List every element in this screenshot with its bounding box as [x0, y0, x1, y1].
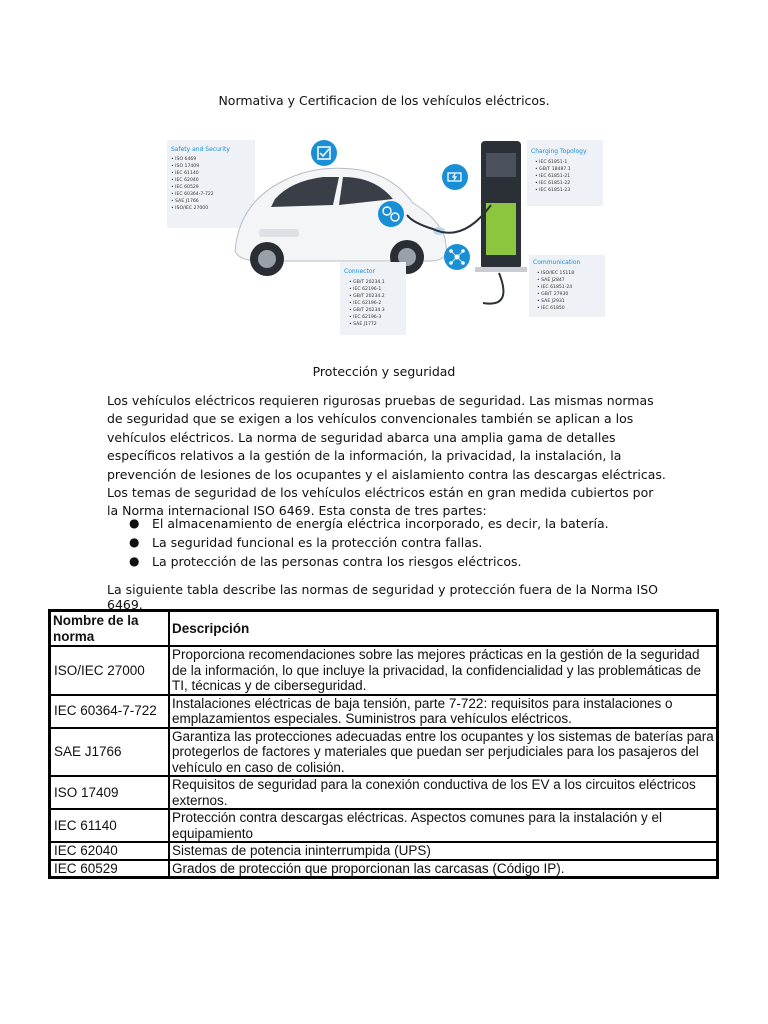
safety-item: • ISO/IEC 27000 — [171, 206, 209, 211]
communication-panel-title: Communication — [533, 259, 581, 266]
standard-description: Requisitos de seguridad para la conexión conductiva de los EV a los circuitos eléctricos externos. — [169, 776, 717, 809]
list-item — [107, 533, 667, 552]
connector-plug-icon — [378, 201, 404, 227]
bullet-icon: ● — [129, 554, 140, 568]
standard-name: IEC 61140 — [50, 809, 169, 842]
list-item — [107, 514, 667, 533]
charging-item: • IEC 61851-23 — [535, 188, 571, 193]
bullet-icon: ● — [129, 516, 140, 530]
connector-item: • SAE J1772 — [349, 322, 377, 327]
connector-item: • GB/T 20234.3 — [349, 308, 385, 313]
charging-item: • GB/T 18487.1 — [535, 167, 571, 172]
table-row — [50, 646, 717, 695]
column-header-name: Nombre de la norma — [50, 611, 169, 646]
communication-item: • IEC 61851-24 — [537, 285, 573, 290]
standard-name: ISO 17409 — [50, 776, 169, 809]
standard-name: ISO/IEC 27000 — [50, 646, 169, 695]
charging-panel-title: Charging Topology — [531, 148, 587, 155]
battery-charge-icon — [442, 164, 468, 190]
communication-item: • ISO/IEC 15118 — [537, 271, 575, 276]
safety-item: • ISO 6469 — [171, 157, 197, 162]
safety-panel-title: Safety and Security — [171, 146, 230, 153]
safety-item: • IEC 60364-7-722 — [171, 192, 214, 197]
standard-description: Sistemas de potencia ininterrumpida (UPS) — [169, 842, 717, 860]
list-item-text: La protección de las personas contra los riesgos eléctricos. — [152, 554, 522, 569]
standard-description: Instalaciones eléctricas de baja tensión, parte 7-722: requisitos para instalaciones o emplazamientos especiales. Suministros para vehículos eléctricos. — [169, 695, 717, 728]
intro-paragraph: Los vehículos eléctricos requieren rigurosas pruebas de seguridad. Las mismas normas de seguridad que se exigen a los vehículos convencionales también se aplican a los vehículos eléctricos. La norma de seguridad abarca una amplia gama de detalles específicos relativos a la gestión de la información, la privacidad, la instalación, la prevención de lesiones de los ocupantes y el aislamiento contra las descargas eléctricas. Los temas de seguridad de los vehículos eléctricos están en gran medida cubiertos por la Norma internacional ISO 6469. Esta consta de tres partes: — [107, 393, 666, 519]
table-row — [50, 860, 717, 878]
communication-item: • SAE J2931 — [537, 299, 565, 304]
ev-standards-figure — [163, 133, 607, 338]
connector-panel-title: Connector — [344, 268, 375, 275]
network-hub-icon — [444, 244, 470, 270]
standard-description: Proporciona recomendaciones sobre las mejores prácticas en la gestión de la seguridad de la información, lo que incluye la privacidad, la confidencialidad y las problemáticas de TI, técnicas y de ciberseguridad. — [169, 646, 717, 695]
standards-table — [48, 609, 719, 879]
table-row — [50, 842, 717, 860]
standard-name: IEC 62040 — [50, 842, 169, 860]
table-row — [50, 809, 717, 842]
shield-check-icon — [311, 140, 337, 166]
safety-item: • SAE J1766 — [171, 199, 199, 204]
communication-item: • GB/T 27930 — [537, 292, 569, 297]
charging-item: • IEC 61851-22 — [535, 181, 571, 186]
connector-item: • IEC 62196-1 — [349, 287, 382, 292]
list-item-text: El almacenamiento de energía eléctrica incorporado, es decir, la batería. — [152, 516, 609, 531]
charging-item: • IEC 61851-1 — [535, 160, 568, 165]
table-intro: La siguiente tabla describe las normas de seguridad y protección fuera de la Norma ISO 6469. — [107, 582, 658, 612]
standard-description: Protección contra descargas eléctricas. Aspectos comunes para la instalación y el equipamiento — [169, 809, 717, 842]
connector-item: • GB/T 20234.1 — [349, 280, 385, 285]
table-row — [50, 695, 717, 728]
standard-name: IEC 60364-7-722 — [50, 695, 169, 728]
communication-item: • SAE J2847 — [537, 278, 565, 283]
standard-description: Garantiza las protecciones adecuadas entre los ocupantes y los sistemas de baterías para protegerlos de factores y materiales que puedan ser perjudiciales para los pasajeros del vehículo en caso de colisión. — [169, 728, 717, 777]
communication-item: • IEC 61850 — [537, 306, 565, 311]
standard-name: SAE J1766 — [50, 728, 169, 777]
safety-item: • IEC 62040 — [171, 178, 199, 183]
connector-item: • IEC 62196-3 — [349, 315, 382, 320]
safety-panel — [167, 140, 255, 228]
connector-item: • IEC 62196-2 — [349, 301, 382, 306]
document-title: Normativa y Certificacion de los vehículos eléctricos. — [218, 93, 550, 108]
safety-item: • ISO 17409 — [171, 164, 200, 169]
list-item-text: La seguridad funcional es la protección contra fallas. — [152, 535, 483, 550]
safety-item: • IEC 60529 — [171, 185, 199, 190]
table-row — [50, 728, 717, 777]
table-row — [50, 776, 717, 809]
bullet-list — [107, 514, 667, 571]
list-item — [107, 552, 667, 571]
bullet-icon: ● — [129, 535, 140, 549]
safety-item: • IEC 61140 — [171, 171, 199, 176]
charging-item: • IEC 61851-21 — [535, 174, 571, 179]
table-header-row — [50, 611, 717, 646]
connector-item: • GB/T 20234.2 — [349, 294, 385, 299]
section-title: Protección y seguridad — [312, 364, 456, 379]
column-header-description: Descripción — [169, 611, 717, 646]
standard-description: Grados de protección que proporcionan las carcasas (Código IP). — [169, 860, 717, 878]
standard-name: IEC 60529 — [50, 860, 169, 878]
